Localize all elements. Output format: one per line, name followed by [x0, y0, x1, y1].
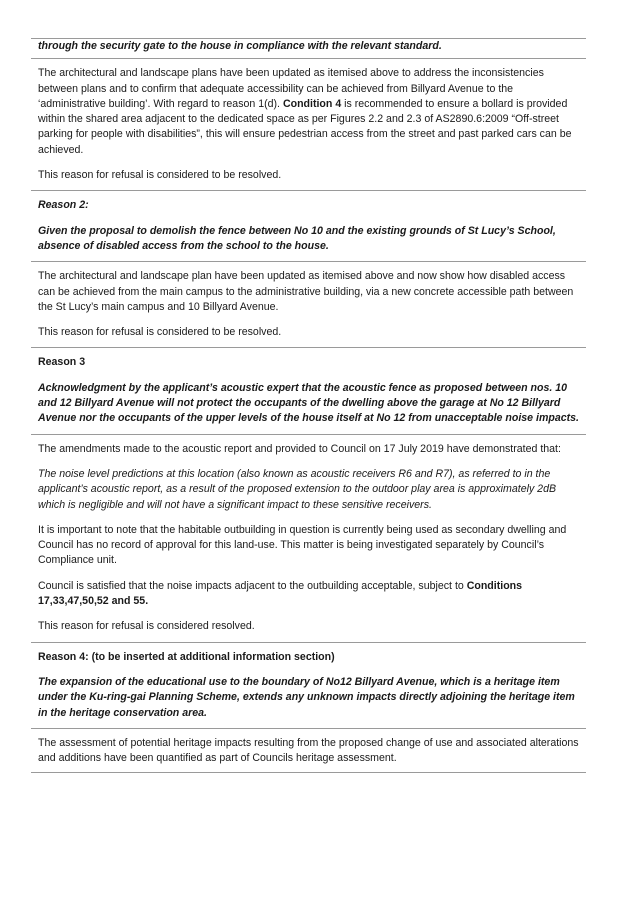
reason-4-text: The expansion of the educational use to the boundary of No12 Billyard Avenue, which is a heritage item under the Ku-ring-gai Planning Scheme, extends any unknown impacts directly adjoining the heritage item in the heritage conservation area. — [38, 675, 575, 719]
reason-2-row — [31, 191, 586, 262]
response-3-text-a: Council is satisfied that the noise impacts adjacent to the outbuilding acceptable, subject to — [38, 579, 467, 592]
response-1-text-b: is recommended to ensure a bollard is provided within the shared area adjacent to the dedicated space as per Figures 2.2 and 2.3 of AS2890.6:2009 “Off-street parking for people with disabilities”, this will ensure pedestrian access from the street and past parked cars can be achieved. — [38, 97, 572, 156]
response-row-2 — [31, 262, 586, 348]
condition-4-ref: Condition 4 — [282, 97, 342, 110]
reason-4-row — [31, 643, 586, 729]
response-2-resolved: This reason for refusal is considered to be resolved. — [38, 326, 282, 339]
response-3-intro: The amendments made to the acoustic report and provided to Council on 17 July 2019 have demonstrated that: — [38, 442, 561, 455]
response-row-3 — [31, 435, 586, 643]
response-1-text-a: The architectural and landscape plans have been updated as itemised above to address the inconsistencies between plans and to confirm that adequate accessibility can be achieved from Billyard Avenue to the ‘administrative building’. With regard to reason 1(d). — [38, 67, 544, 110]
continuation-row — [31, 39, 586, 59]
reason-4-heading: Reason 4: (to be inserted at additional information section) — [38, 650, 335, 663]
reason-3-text: Acknowledgment by the applicant’s acoustic expert that the acoustic fence as proposed between nos. 10 and 12 Billyard Avenue will not protect the occupants of the dwelling above the garage at No 12 Billyard Avenue nor the occupants of the upper levels of the house itself at No 12 from unacceptable noise impacts. — [38, 381, 579, 425]
response-1-resolved: This reason for refusal is considered to be resolved. — [38, 169, 282, 182]
response-1-paragraph — [38, 66, 580, 158]
reason-2-heading: Reason 2: — [38, 199, 89, 212]
reason-3-row — [31, 348, 586, 434]
assessment-table — [31, 38, 586, 773]
reason-2-text: Given the proposal to demolish the fence between No 10 and the existing grounds of St Lucy’s School, absence of disabled access from the school to the house. — [38, 224, 556, 252]
response-3-paragraph-2: It is important to note that the habitable outbuilding in question is currently being used as secondary dwelling and Council has no record of approval for this land-use. This matter is being investigated separately by Council’s Compliance unit. — [38, 523, 567, 567]
response-3-resolved: This reason for refusal is considered resolved. — [38, 620, 255, 633]
conditions-ref: Conditions 17,33,47,50,52 and 55. — [38, 579, 523, 608]
response-4-paragraph: The assessment of potential heritage impacts resulting from the proposed change of use and associated alterations and additions have been quantified as part of Councils heritage assessment. — [38, 736, 579, 765]
continuation-text: through the security gate to the house in compliance with the relevant standard. — [38, 40, 442, 52]
response-row-4 — [31, 729, 586, 774]
response-3-quote: The noise level predictions at this location (also known as acoustic receivers R6 and R7), as referred to in the applicant’s acoustic report, as a result of the proposed extension to the outdoor play area is approximately 2dB which is negligible and will not have a significant impact to these sensitive receivers. — [38, 467, 557, 511]
response-2-paragraph: The architectural and landscape plan have been updated as itemised above and now show how disabled access can be achieved from the main campus to the administrative building, via a new concrete accessible path between the St Lucy’s main campus and 10 Billyard Avenue. — [38, 270, 574, 313]
response-row-1 — [31, 59, 586, 191]
reason-3-heading: Reason 3 — [38, 356, 86, 369]
response-3-paragraph-3 — [38, 579, 580, 610]
